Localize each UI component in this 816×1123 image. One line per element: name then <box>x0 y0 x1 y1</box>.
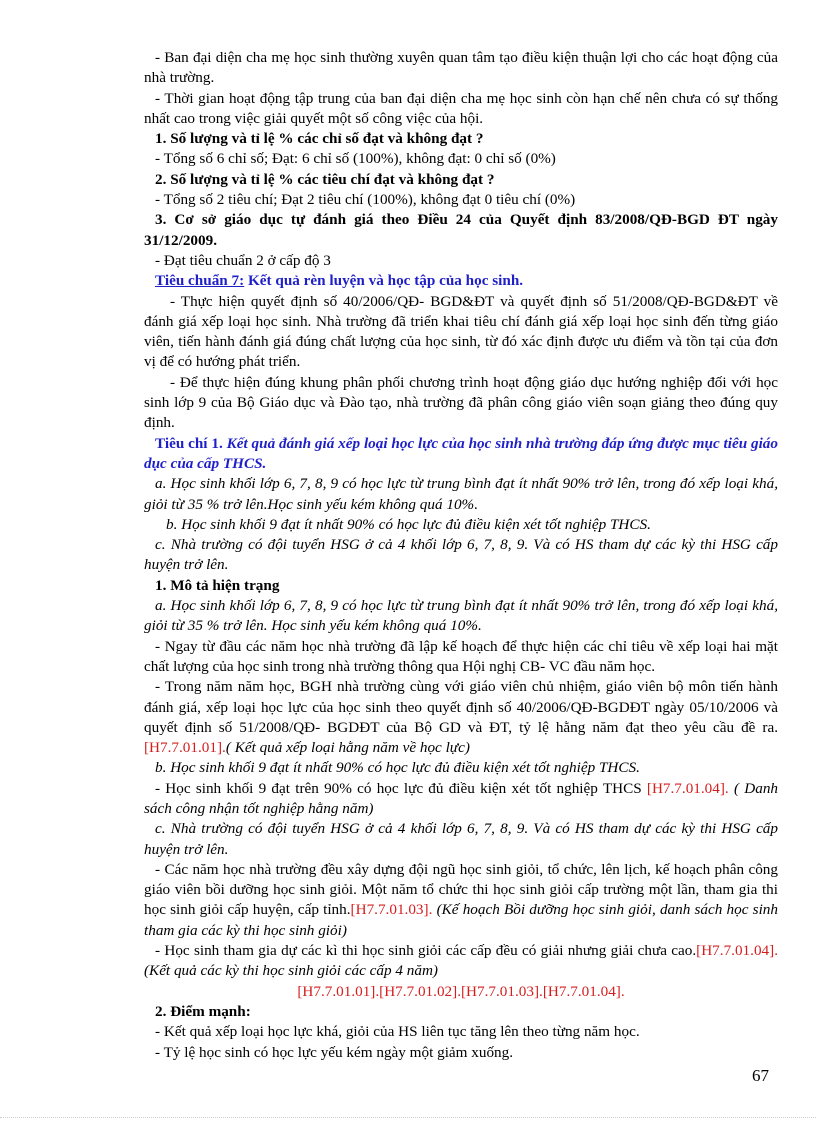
section-heading: 1. Số lượng và tỉ lệ % các chỉ số đạt và không đạt ? <box>155 130 484 148</box>
paragraph: - Học sinh tham gia dự các kì thi học sinh giỏi các cấp đều có giải nhưng giải chưa cao.[H7.7.01.04]. (Kết quả các kỳ thi học sinh giỏi các cấp 4 năm) <box>144 942 778 980</box>
paragraph: - Thời gian hoạt động tập trung của ban đại diện cha mẹ học sinh còn hạn chế nên chưa có sự thống nhất cao trong việc giải quyết một số công việc của hội. <box>144 89 778 127</box>
paragraph: - Tổng số 6 chỉ số; Đạt: 6 chỉ số (100%), không đạt: 0 chỉ số (0%) <box>155 150 556 168</box>
paragraph: c. Nhà trường có đội tuyển HSG ở cả 4 khối lớp 6, 7, 8, 9. Và có HS tham dự các kỳ thi HSG cấp huyện trở lên. <box>144 820 778 858</box>
paragraph: - Đạt tiêu chuẩn 2 ở cấp độ 3 <box>155 251 331 269</box>
paragraph: a. Học sinh khối lớp 6, 7, 8, 9 có học lực từ trung bình đạt ít nhất 90% trở lên, trong đó xếp loại khá, giỏi từ 35 % trở lên.Học sinh yếu kém không quá 10%. <box>144 475 778 513</box>
evidence-code: [H7.7.01.03]. <box>350 901 433 919</box>
criterion-heading: Tiêu chí 1. Kết quả đánh giá xếp loại học lực của học sinh nhà trường đáp ứng được mục tiêu giáo dục của cấp THCS. <box>144 434 778 472</box>
paragraph: - Các năm học nhà trường đều xây dựng đội ngũ học sinh giỏi, tổ chức, lên lịch, kế hoạch phân công giáo viên bồi dưỡng học sinh giỏi. Một năm tổ chức thi học sinh giỏi cấp trường một lần, tham gia thi học sinh giỏi cấp huyện, cấp tỉnh.[H7.7.01.03]. (Kế hoạch Bồi dưỡng học sinh giỏi, danh sách học sinh tham gia các kỳ thi học sinh giỏi) <box>144 860 778 939</box>
section-heading: 1. Mô tả hiện trạng <box>155 576 280 594</box>
paragraph: - Để thực hiện đúng khung phân phối chương trình hoạt động giáo dục hướng nghiệp đối với học sinh lớp 9 của Bộ Giáo dục và Đào tạo, nhà trường đã phân công giáo viên soạn giảng theo đúng quy định. <box>144 373 778 432</box>
paragraph: - Kết quả xếp loại học lực khá, giỏi của HS liên tục tăng lên theo từng năm học. <box>155 1023 640 1041</box>
paragraph: c. Nhà trường có đội tuyển HSG ở cả 4 khối lớp 6, 7, 8, 9. Và có HS tham dự các kỳ thi HSG cấp huyện trở lên. <box>144 536 778 574</box>
paragraph: - Tổng số 2 tiêu chí; Đạt 2 tiêu chí (100%), không đạt 0 tiêu chí (0%) <box>155 191 576 209</box>
paragraph: - Học sinh khối 9 đạt trên 90% có học lực đủ điều kiện xét tốt nghiệp THCS [H7.7.01.04]. ( Danh sách công nhận tốt nghiệp hằng năm) <box>144 779 779 817</box>
evidence-code: [H7.7.01.04]. <box>646 779 729 797</box>
paragraph: b. Học sinh khối 9 đạt ít nhất 90% có học lực đủ điều kiện xét tốt nghiệp THCS. <box>155 759 640 777</box>
footer-divider <box>0 1117 816 1118</box>
page-number: 67 <box>752 1066 769 1085</box>
paragraph: - Trong năm năm học, BGH nhà trường cùng với giáo viên chủ nhiệm, giáo viên bộ môn tiến hành đánh giá, xếp loại học lực của học sinh theo quyết định số 40/2006/QĐ-BGDĐT ngày 05/10/2006 và quyết định số 51/2008/QĐ- BGDĐT của Bộ GD và ĐT, tỷ lệ hằng năm đạt theo yêu cầu đề ra. [H7.7.01.01].( Kết quả xếp loại hằng năm về học lực) <box>144 678 778 757</box>
paragraph: - Ban đại diện cha mẹ học sinh thường xuyên quan tâm tạo điều kiện thuận lợi cho các hoạt động của nhà trường. <box>144 49 778 87</box>
evidence-list: [H7.7.01.01].[H7.7.01.02].[H7.7.01.03].[H7.7.01.04]. <box>297 982 625 1000</box>
evidence-code: [H7.7.01.01]. <box>144 739 226 757</box>
paragraph: - Thực hiện quyết định số 40/2006/QĐ- BGD&ĐT và quyết định số 51/2008/QĐ-BGD&ĐT về đánh giá xếp loại học sinh. Nhà trường đã triển khai tiêu chí đánh giá xếp loại học sinh đến từng giáo viên, tiến hành đánh giá đúng chất lượng của học sinh, từ đó xác định được ưu điểm và tồn tại của đơn vị để có hướng phát triển. <box>144 292 778 371</box>
standard-heading: Tiêu chuẩn 7: Kết quả rèn luyện và học tập của học sinh. <box>155 272 524 290</box>
paragraph: - Tỷ lệ học sinh có học lực yếu kém ngày một giảm xuống. <box>155 1043 514 1061</box>
section-heading: 2. Số lượng và tỉ lệ % các tiêu chí đạt và không đạt ? <box>155 170 495 188</box>
paragraph: b. Học sinh khối 9 đạt ít nhất 90% có học lực đủ điều kiện xét tốt nghiệp THCS. <box>166 515 651 533</box>
document-body <box>144 48 778 1063</box>
evidence-code: [H7.7.01.04]. <box>696 942 778 960</box>
section-heading: 2. Điểm mạnh: <box>155 1002 251 1020</box>
paragraph: - Ngay từ đầu các năm học nhà trường đã lập kế hoạch để thực hiện các chỉ tiêu về xếp loại hai mặt chất lượng của học sinh trong nhà trường thông qua Hội nghị CB- VC đầu năm học. <box>144 637 778 675</box>
section-heading: 3. Cơ sở giáo dục tự đánh giá theo Điều 24 của Quyết định 83/2008/QĐ-BGD ĐT ngày 31/12/2009. <box>144 211 778 249</box>
paragraph: a. Học sinh khối lớp 6, 7, 8, 9 có học lực từ trung bình đạt ít nhất 90% trở lên, trong đó xếp loại khá, giỏi từ 35 % trở lên. Học sinh yếu kém không quá 10%. <box>144 597 778 635</box>
